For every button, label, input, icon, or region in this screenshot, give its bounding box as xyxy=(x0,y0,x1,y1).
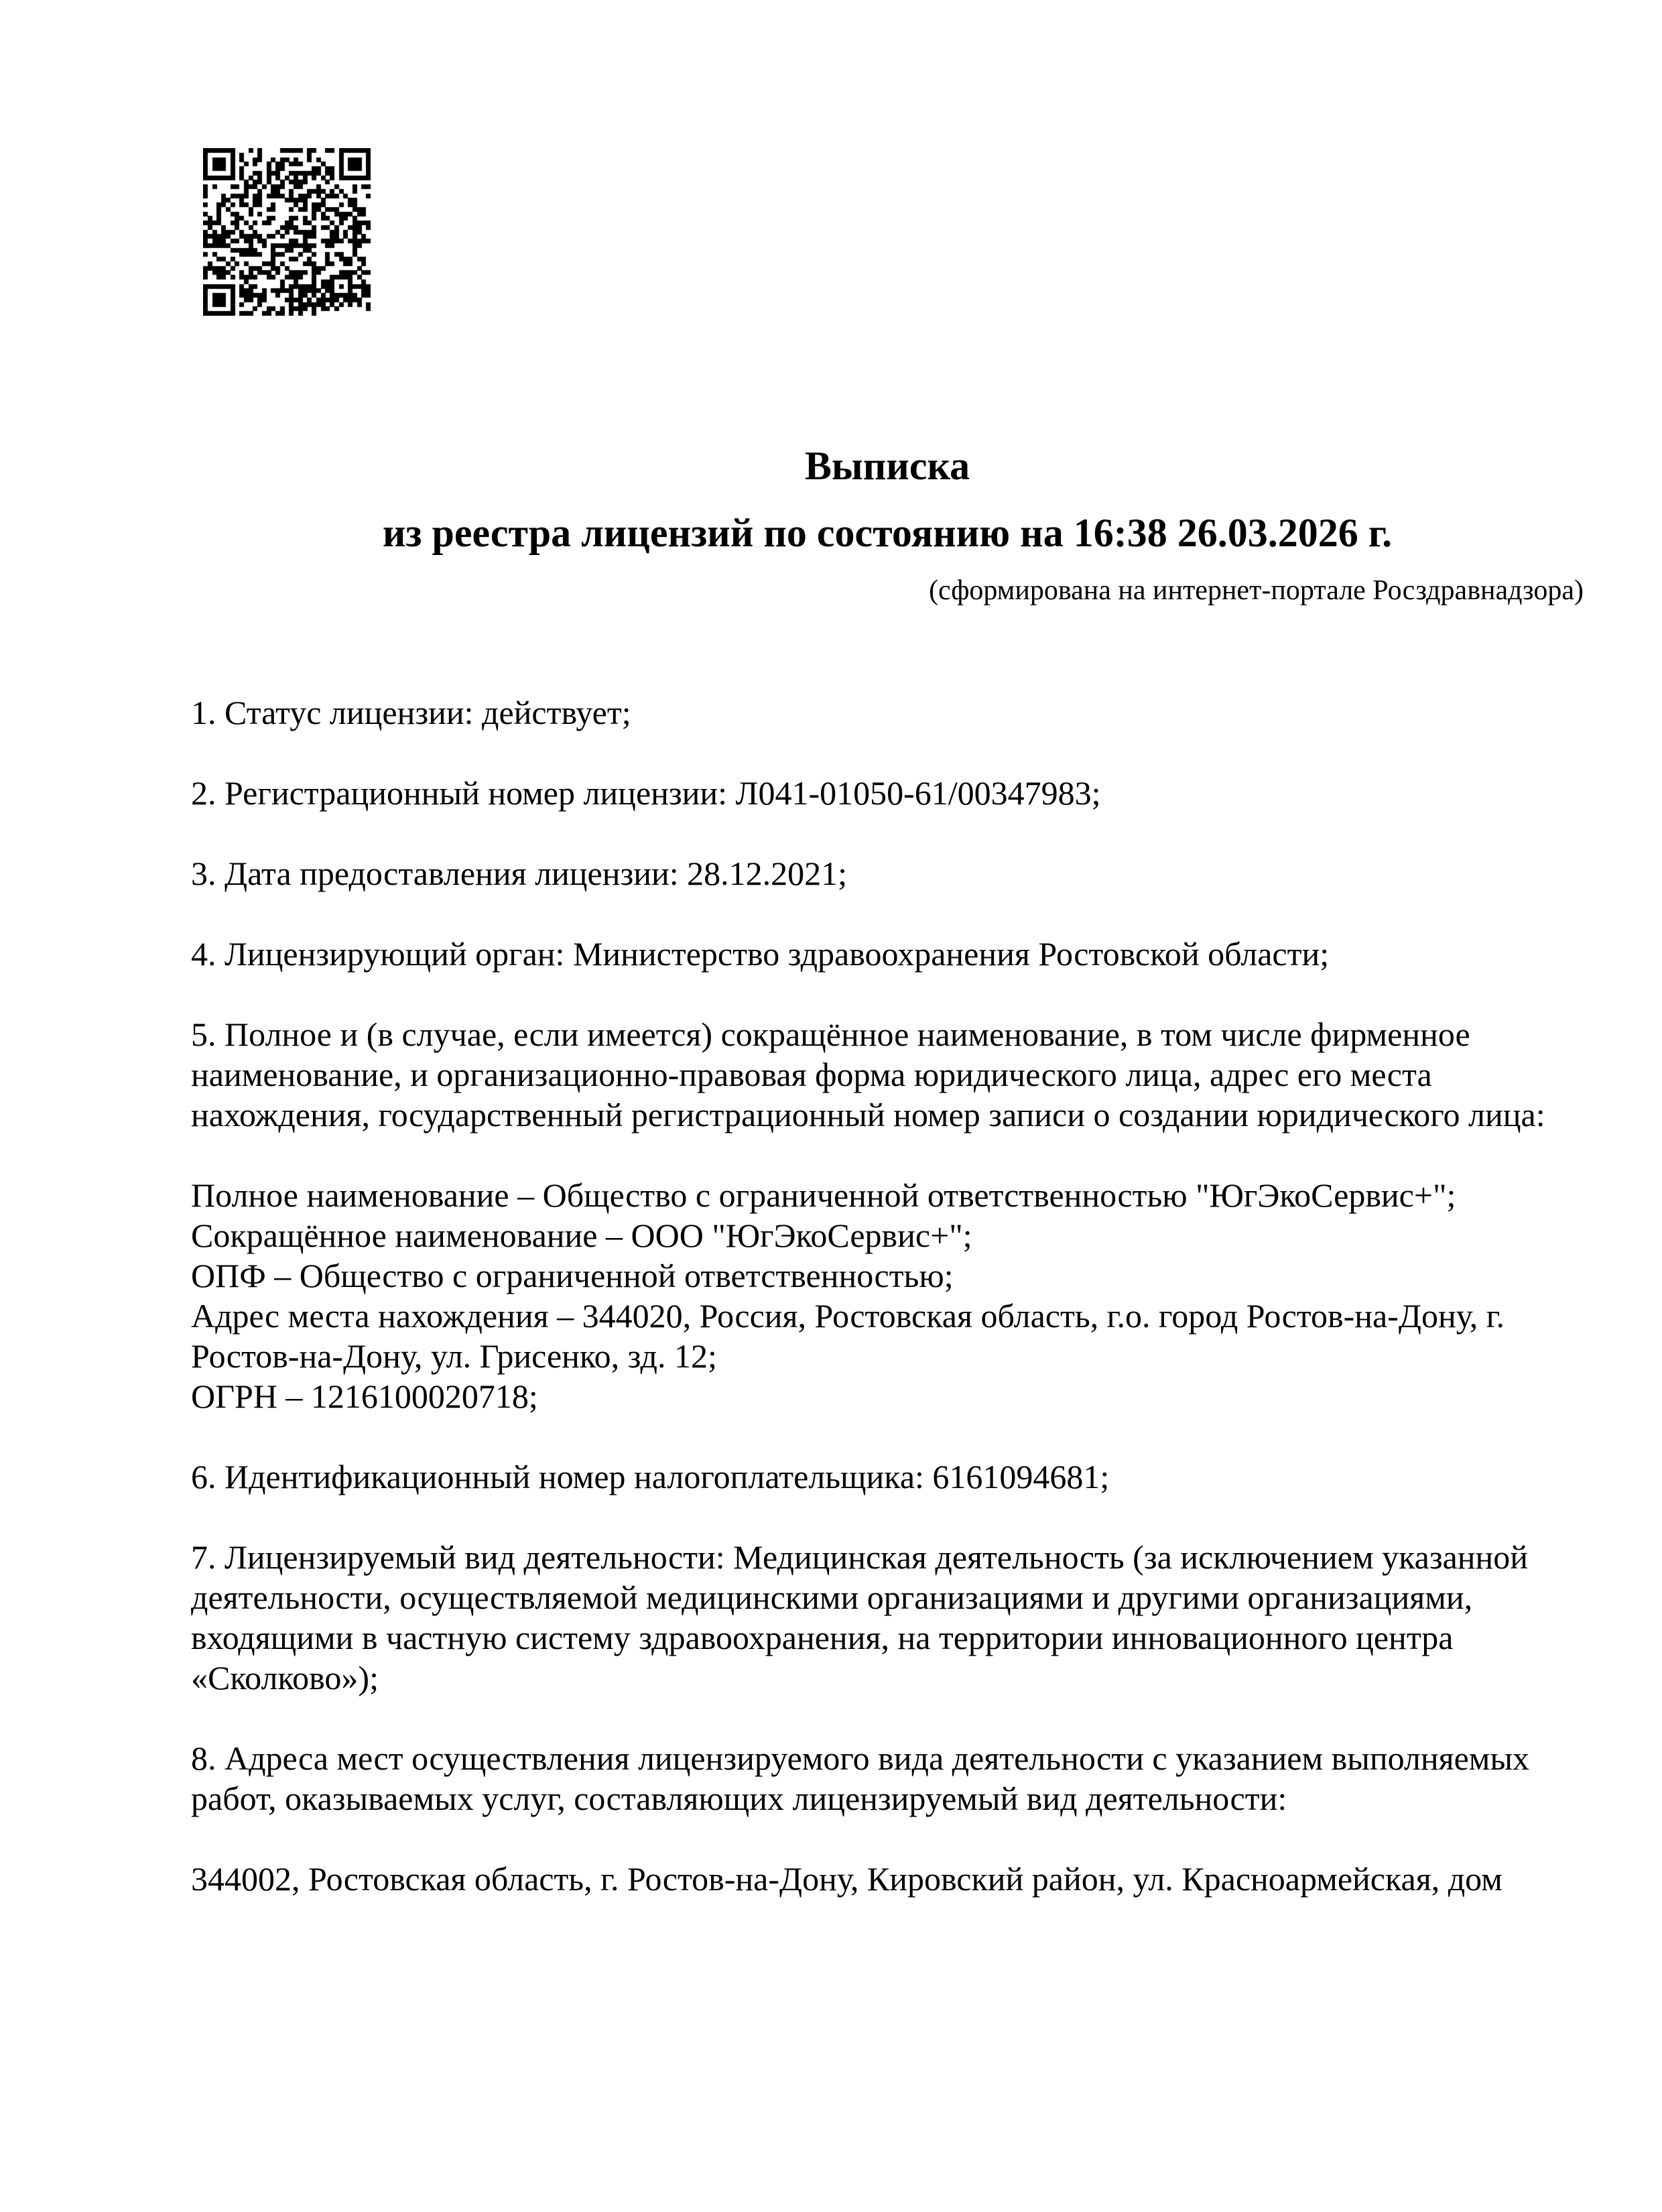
taxpayer-inn: 6. Идентификационный номер налогоплательщика: 6161094681; xyxy=(191,1458,1110,1495)
org-address: Адрес места нахождения – 344020, Россия, Ростовская область, г.о. город Ростов-на-Дону, г. Ростов-на-Дону, ул. Грисенко, зд. 12; xyxy=(191,1297,1505,1375)
licensed-activity-type: 7. Лицензируемый вид деятельности: Медицинская деятельность (за исключением указанной деятельности, осуществляемой медицинскими организациями и другими организациями, входящими в частную систему здравоохранения, на территории инновационного центра «Сколково»); xyxy=(191,1538,1529,1697)
document-title-line2: из реестра лицензий по состоянию на 16:38 26.03.2026 г. xyxy=(382,511,1393,555)
document-title-line1: Выписка xyxy=(804,444,970,488)
license-status: 1. Статус лицензии: действует; xyxy=(191,694,631,731)
licensing-authority: 4. Лицензирующий орган: Министерство здравоохранения Ростовской области; xyxy=(191,935,1330,973)
org-legal-form: ОПФ – Общество с ограниченной ответственностью; xyxy=(191,1257,954,1294)
activity-addresses-intro: 8. Адреса мест осуществления лицензируемого вида деятельности с указанием выполняемых работ, оказываемых услуг, составляющих лицензируемый вид деятельности: xyxy=(191,1739,1530,1817)
license-grant-date: 3. Дата предоставления лицензии: 28.12.2021; xyxy=(191,855,848,892)
org-info-intro: 5. Полное и (в случае, если имеется) сокращённое наименование, в том числе фирменное наименование, и организационно-правовая форма юридического лица, адрес его места нахождения, государственный регистрационный номер записи о создании юридического лица: xyxy=(191,1016,1545,1133)
document-body xyxy=(0,692,1662,1899)
document-subtitle: (сформирована на интернет-портале Росздравнадзора) xyxy=(929,575,1584,606)
license-registration-number: 2. Регистрационный номер лицензии: Л041-01050-61/00347983; xyxy=(191,774,1101,812)
org-ogrn: ОГРН – 1216100020718; xyxy=(191,1377,538,1415)
activity-address: 344002, Ростовская область, г. Ростов-на-Дону, Кировский район, ул. Красноармейская, дом xyxy=(191,1860,1503,1898)
org-details-block xyxy=(191,1175,1584,1416)
qr-code-icon xyxy=(203,148,371,316)
org-full-name: Полное наименование – Общество с ограниченной ответственностью "ЮгЭкоСервис+"; xyxy=(191,1176,1456,1214)
org-short-name: Сокращённое наименование – ООО "ЮгЭкоСервис+"; xyxy=(191,1217,972,1254)
